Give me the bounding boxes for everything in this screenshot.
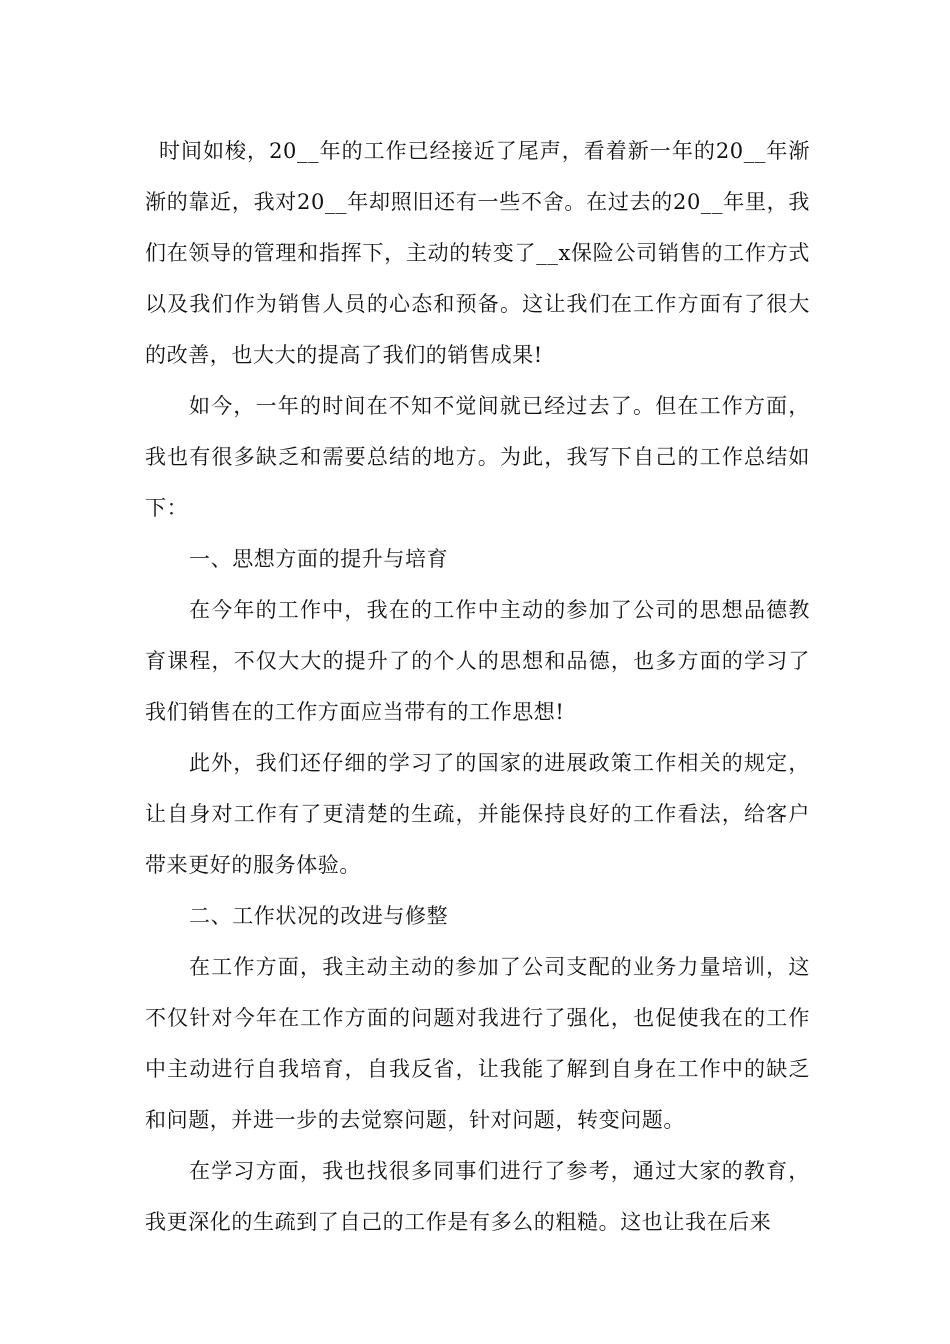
paragraph-work-2: 在学习方面，我也找很多同事们进行了参考，通过大家的教育，我更深化的生疏到了自己的工作是有多么的粗糙。这也让我在后来: [145, 1159, 810, 1234]
paragraph-thought-1: 在今年的工作中，我在的工作中主动的参加了公司的思想品德教育课程，不仅大大的提升了的个人的思想和品德，也多方面的学习了我们销售在的工作方面应当带有的工作思想!: [145, 598, 810, 724]
section-heading-work: 二、工作状况的改进与修整: [189, 904, 449, 928]
paragraph-intro: 时间如梭，20__年的工作已经接近了尾声，看着新一年的20__年渐渐的靠近，我对20__年却照旧还有一些不舍。在过去的20__年里，我们在领导的管理和指挥下，主动的转变了__x保险公司销售的工作方式以及我们作为销售人员的心态和预备。这让我们在工作方面有了很大的改善，也大大的提高了我们的销售成果!: [145, 139, 810, 367]
paragraph-work-1: 在工作方面，我主动主动的参加了公司支配的业务力量培训，这不仅针对今年在工作方面的问题对我进行了强化，也促使我在的工作中主动进行自我培育，自我反省，让我能了解到自身在工作中的缺乏和问题，并进一步的去觉察问题，针对问题，转变问题。: [145, 955, 810, 1132]
section-heading-thought: 一、思想方面的提升与培育: [189, 547, 449, 571]
paragraph-thought-2: 此外，我们还仔细的学习了的国家的进展政策工作相关的规定，让自身对工作有了更清楚的生疏，并能保持良好的工作看法，给客户带来更好的服务体验。: [145, 751, 810, 877]
document-body: [145, 126, 810, 1248]
paragraph-summary-intro: 如今，一年的时间在不知不觉间就已经过去了。但在工作方面，我也有很多缺乏和需要总结的地方。为此，我写下自己的工作总结如下：: [145, 394, 810, 520]
